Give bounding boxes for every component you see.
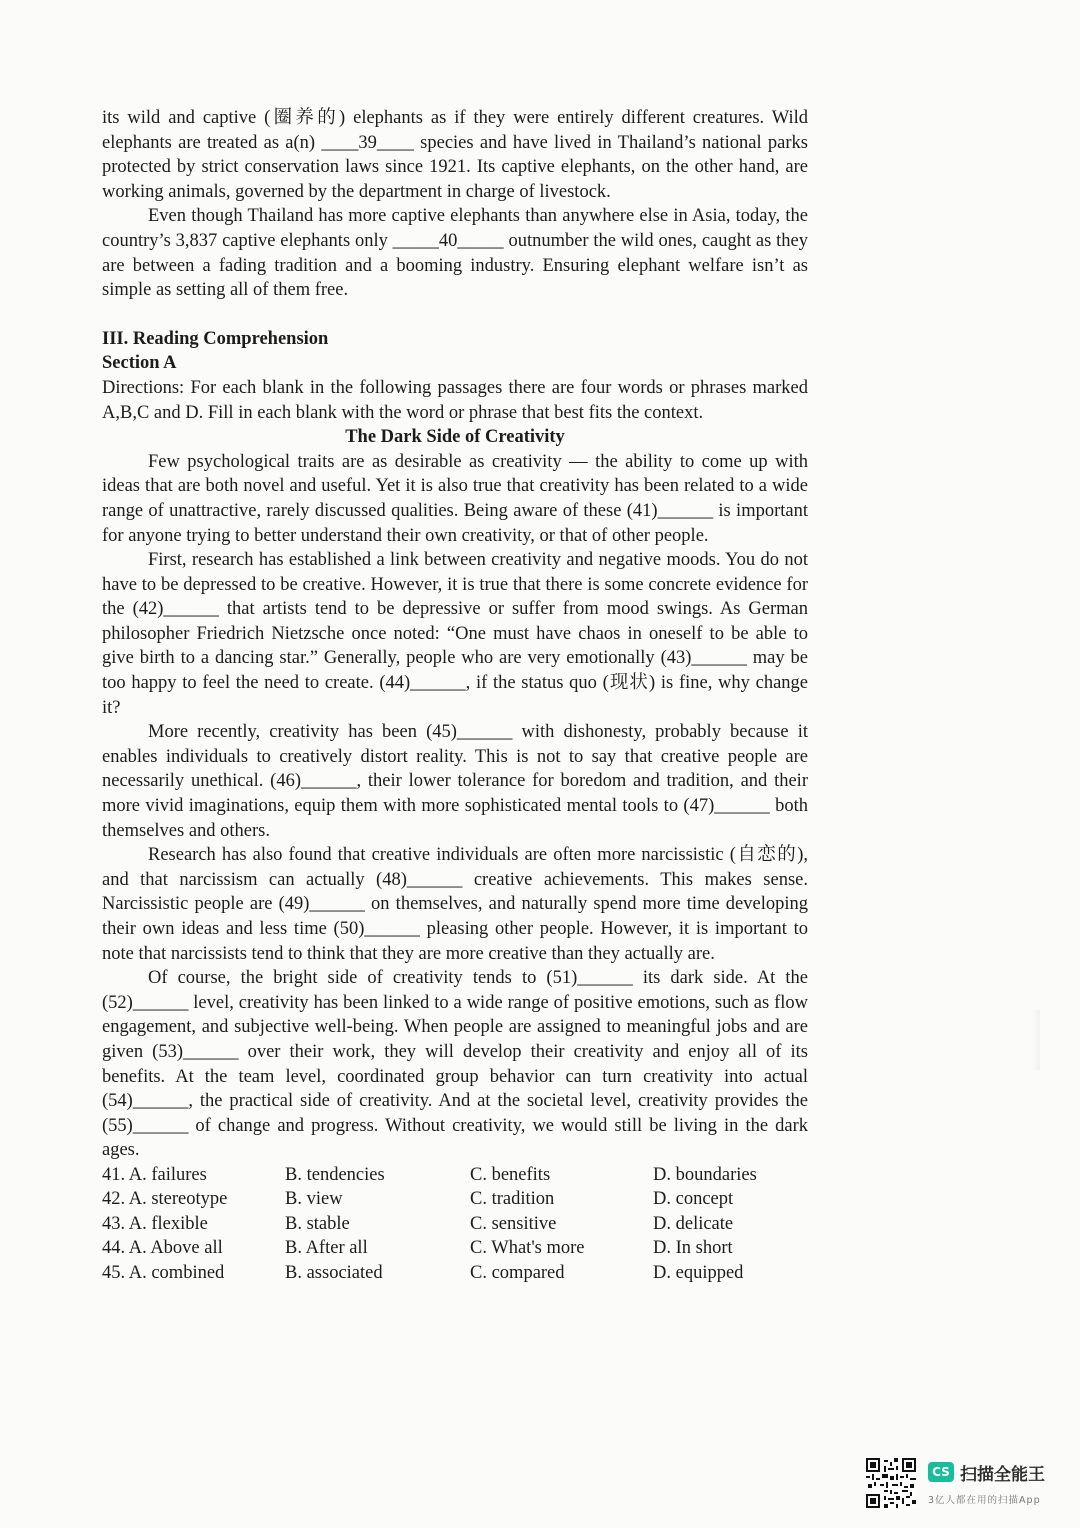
- option-b: B. stable: [285, 1213, 350, 1234]
- section-heading: III. Reading Comprehension: [102, 328, 329, 349]
- option-b: B. tendencies: [285, 1164, 385, 1185]
- option-c: C. What's more: [470, 1238, 585, 1259]
- watermark-subtitle: 3亿人都在用的扫描App: [928, 1495, 1041, 1506]
- option-c: C. benefits: [470, 1164, 551, 1185]
- option-c: C. tradition: [470, 1189, 555, 1210]
- passage-paragraph: Few psychological traits are as desirable as creativity — the ability to come up with ideas that are both novel and useful. Yet it is also true that creativity has been related to a wide range of unattractive, rarely discussed qualities. Being aware of these (41)______ is important for anyone trying to better understand their own creativity, or that of other people.: [102, 451, 808, 546]
- option-row: [102, 1187, 808, 1212]
- option-d: D. delicate: [653, 1213, 734, 1234]
- answer-options: [102, 1163, 808, 1286]
- option-row: [102, 1212, 808, 1237]
- option-a: 41. A. failures: [102, 1164, 207, 1185]
- option-row: [102, 1261, 808, 1286]
- scanner-watermark: [866, 1458, 1066, 1510]
- option-b: B. view: [285, 1189, 343, 1210]
- option-d: D. concept: [653, 1189, 734, 1210]
- passage-paragraph: More recently, creativity has been (45)______ with dishonesty, probably because it enables individuals to creatively distort reality. This is not to say that creative people are necessarily unethical. (46)______, their lower tolerance for boredom and tradition, and their more vivid imaginations, equip them with more sophisticated mental tools to (47)______ both themselves and others.: [102, 722, 808, 841]
- directions: Directions: For each blank in the following passages there are four words or phrases marked A,B,C and D. Fill in each blank with the word or phrase that best fits the context.: [102, 377, 808, 423]
- option-c: C. sensitive: [470, 1213, 557, 1234]
- option-row: [102, 1163, 808, 1188]
- passage-paragraph: Research has also found that creative individuals are often more narcissistic (自恋的), and that narcissism can actually (48)______ creative achievements. This makes sense. Narcissistic people are (49)______ on themselves, and naturally spend more time developing their own ideas and less time (50)______ pleasing other people. However, it is important to note that narcissists tend to think that they are more creative than they actually are.: [102, 845, 808, 964]
- option-row: [102, 1236, 808, 1261]
- cs-logo: CS: [928, 1462, 954, 1482]
- passage-top-paragraph: Even though Thailand has more captive elephants than anywhere else in Asia, today, the country’s 3,837 captive elephants only _____40_____ outnumber the wild ones, caught as they are between a fading tradition and a booming industry. Ensuring elephant welfare isn’t as simple as setting all of them free.: [102, 206, 808, 301]
- option-a: 42. A. stereotype: [102, 1189, 228, 1210]
- passage-title: The Dark Side of Creativity: [345, 427, 565, 448]
- option-a: 43. A. flexible: [102, 1213, 208, 1234]
- option-a: 45. A. combined: [102, 1262, 225, 1283]
- passage-top-paragraph: its wild and captive (圈养的) elephants as if they were entirely different creatures. Wild elephants are treated as a(n) ____39____ species and have lived in Thailand’s national parks protected by strict conservation laws since 1921. Its captive elephants, on the other hand, are working animals, governed by the department in charge of livestock.: [102, 108, 808, 202]
- passage-paragraph: Of course, the bright side of creativity tends to (51)______ its dark side. At the (52)______ level, creativity has been linked to a wide range of positive emotions, such as flow engagement, and subjective well-being. When people are assigned to meaningful jobs and are given (53)______ over their work, they will develop their creativity and enjoy all of its benefits. At the team level, coordinated group behavior can turn creativity into actual (54)______, the practical side of creativity. And at the societal level, creativity provides the (55)______ of change and progress. Without creativity, we would still be living in the dark ages.: [102, 968, 808, 1161]
- scan-shadow: [1032, 1010, 1040, 1070]
- option-b: B. After all: [285, 1238, 368, 1259]
- option-d: D. equipped: [653, 1262, 744, 1283]
- watermark-title: 扫描全能王: [960, 1465, 1045, 1485]
- option-c: C. compared: [470, 1262, 565, 1283]
- option-a: 44. A. Above all: [102, 1238, 223, 1259]
- option-b: B. associated: [285, 1262, 383, 1283]
- option-d: D. In short: [653, 1238, 733, 1259]
- qr-code-icon: [866, 1458, 916, 1508]
- section-subheading: Section A: [102, 353, 177, 374]
- passage-paragraph: First, research has established a link between creativity and negative moods. You do not have to be depressed to be creative. However, it is true that there is some concrete evidence for the (42)______ that artists tend to be depressive or suffer from mood swings. As German philosopher Friedrich Nietzsche once noted: “One must have chaos in oneself to be able to give birth to a dancing star.” Generally, people who are very emotionally (43)______ may be too happy to feel the need to create. (44)______, if the status quo (现状) is fine, why change it?: [102, 550, 808, 718]
- document-page: [102, 106, 808, 1285]
- option-d: D. boundaries: [653, 1164, 757, 1185]
